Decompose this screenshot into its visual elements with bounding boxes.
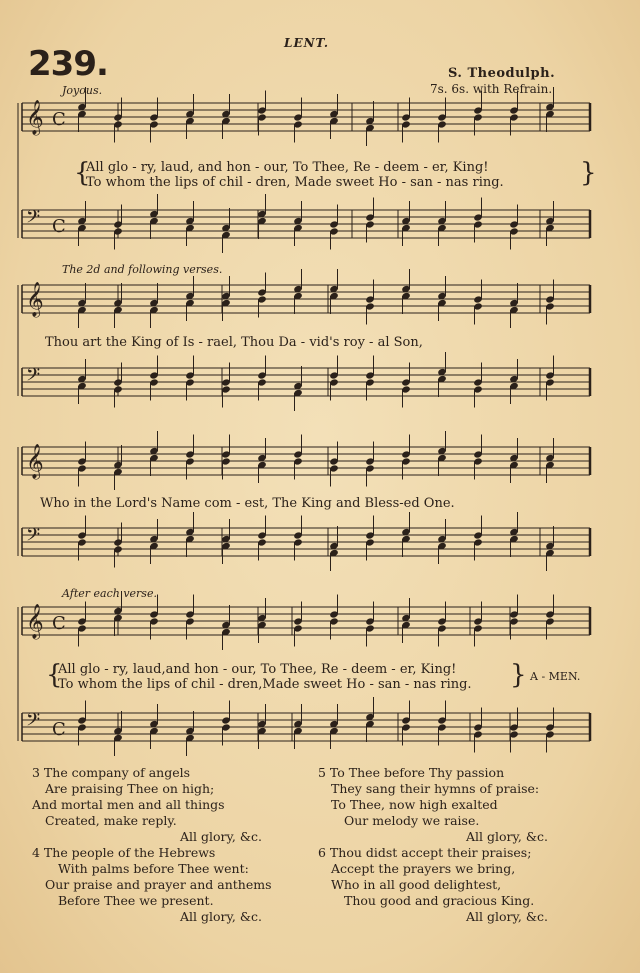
stanza-3: 3 The company of angels Are praising Thee on high; And mortal men and all things Created, make reply. All glory, &c. (32, 765, 262, 844)
stanza-6: 6 Thou didst accept their praises; Accept the prayers we bring, Who in all good delightest, Thou good and gracious King. All glory, &c. (318, 845, 548, 924)
tune-meter: 7s. 6s. with Refrain. (430, 82, 553, 96)
bass-clef: 𝄢 (26, 207, 41, 232)
treble-clef: 𝄞 (26, 444, 44, 479)
lyric-line-4b: To whom the lips of chil - dren,Made sweet Ho - san - nas ring. (58, 677, 472, 692)
after-each-verse-direction: After each verse. (62, 587, 157, 600)
tempo-direction: Joyous. (62, 84, 103, 97)
section-title: LENT. (284, 36, 330, 50)
bass-clef: 𝄢 (26, 710, 41, 735)
time-signature: C (52, 613, 66, 634)
treble-clef: 𝄞 (26, 604, 44, 639)
time-signature: C (52, 719, 66, 740)
bass-clef: 𝄢 (26, 525, 41, 550)
lyric-system-3: Who in the Lord's Name com - est, The King and Bless-ed One. (40, 496, 455, 511)
lyric-line-4a: All glo - ry, laud,and hon - our, To Thee, Re - deem - er, King! (58, 662, 457, 677)
treble-clef: 𝄞 (26, 100, 44, 135)
lyric-line-2: To whom the lips of chil - dren, Made sweet Ho - san - nas ring. (86, 175, 504, 190)
lyric-brace-left-4: { (46, 660, 63, 690)
lyric-system-2: Thou art the King of Is - rael, Thou Da - vid's roy - al Son, (45, 335, 423, 350)
stanza-5: 5 To Thee before Thy passion They sang their hymns of praise: To Thee, now high exalted Our melody we raise. All glory, &c. (318, 765, 548, 844)
lyric-brace-right-4: } (510, 660, 527, 690)
lyric-line-1: All glo - ry, laud, and hon - our, To Thee, Re - deem - er, King! (86, 160, 489, 175)
following-verses-direction: The 2d and following verses. (62, 263, 223, 276)
treble-clef: 𝄞 (26, 282, 44, 317)
time-signature: C (52, 109, 66, 130)
lyric-brace-right: } (580, 158, 597, 188)
tune-name: S. Theodulph. (448, 66, 556, 81)
stanza-4: 4 The people of the Hebrews With palms before Thee went: Our praise and prayer and anthems Before Thee we present. All glory, &c. (32, 845, 272, 924)
lyric-brace-left: { (74, 158, 91, 188)
hymn-number: 239. (28, 44, 108, 84)
time-signature: C (52, 216, 66, 237)
bass-clef: 𝄢 (26, 365, 41, 390)
amen-label: A - MEN. (530, 670, 581, 683)
